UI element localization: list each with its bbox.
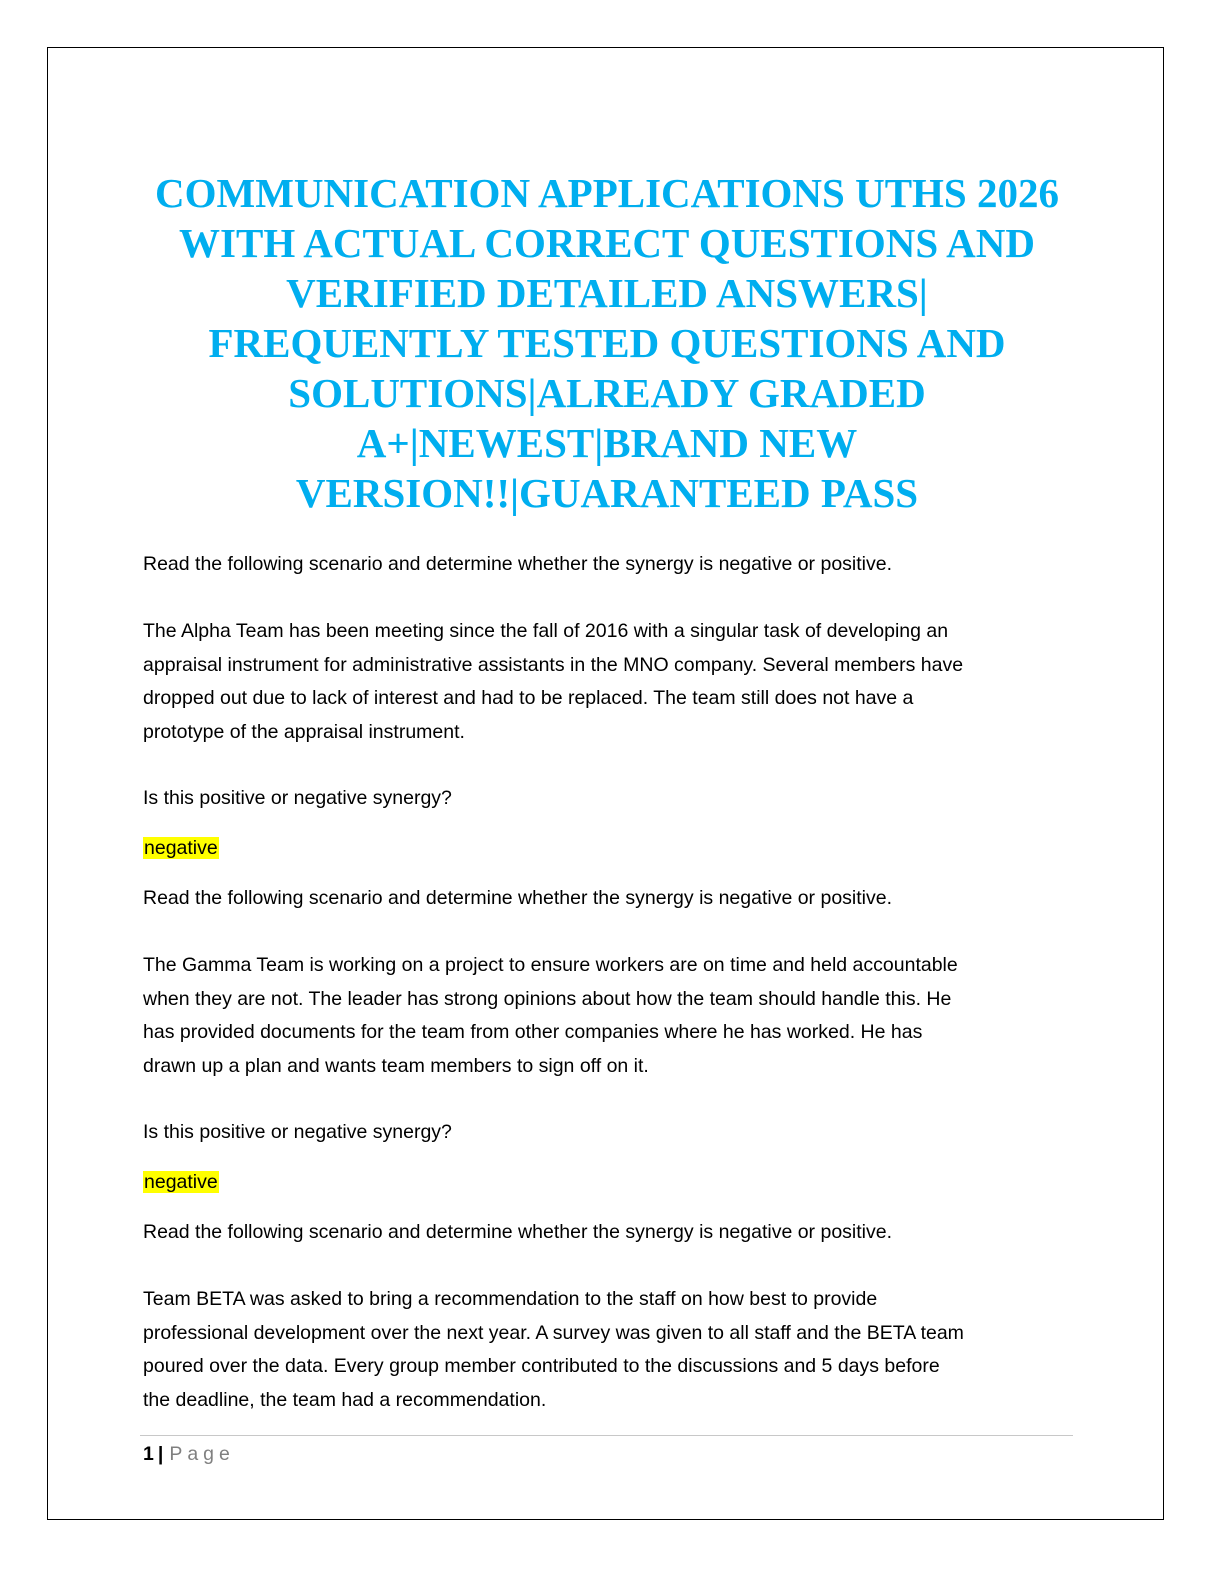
footer-divider <box>140 1435 1073 1436</box>
scenario-line: drawn up a plan and wants team members to sign off on it. <box>143 1054 649 1077</box>
question-3-prompt: Read the following scenario and determine whether the synergy is negative or positive. <box>143 1221 893 1243</box>
page-footer <box>143 1441 235 1467</box>
question-2-scenario <box>143 949 1083 1083</box>
scenario-line: appraisal instrument for administrative assistants in the MNO company. Several members have <box>143 653 964 676</box>
scenario-line: the deadline, the team had a recommendation. <box>143 1388 547 1411</box>
question-1-prompt: Read the following scenario and determine whether the synergy is negative or positive. <box>143 553 893 575</box>
question-2-question: Is this positive or negative synergy? <box>143 1121 452 1143</box>
title-line: VERSION!!|GUARANTEED PASS <box>295 470 919 516</box>
question-1-scenario <box>143 615 1083 749</box>
scenario-line: prototype of the appraisal instrument. <box>143 720 465 743</box>
scenario-line: The Alpha Team has been meeting since the fall of 2016 with a singular task of developing an <box>143 620 949 642</box>
answer-highlight: negative <box>144 1171 218 1193</box>
scenario-line: dropped out due to lack of interest and had to be replaced. The team still does not have a <box>143 687 914 709</box>
title-line: VERIFIED DETAILED ANSWERS| <box>286 270 928 316</box>
title-line: A+|NEWEST|BRAND NEW <box>356 420 858 466</box>
scenario-line: has provided documents for the team from other companies where he has worked. He has <box>143 1021 923 1043</box>
scenario-line: The Gamma Team is working on a project to ensure workers are on time and held accountable <box>143 954 958 976</box>
page-number: 1 <box>143 1443 154 1465</box>
title-line: COMMUNICATION APPLICATIONS UTHS 2026 <box>155 170 1059 216</box>
title-line: FREQUENTLY TESTED QUESTIONS AND <box>208 320 1006 366</box>
title-line: SOLUTIONS|ALREADY GRADED <box>288 370 926 416</box>
question-1-answer <box>143 832 1083 866</box>
scenario-line: when they are not. The leader has strong opinions about how the team should handle this. He <box>143 987 952 1010</box>
question-2-answer <box>143 1166 1083 1200</box>
footer-separator: | <box>157 1443 164 1465</box>
question-3-scenario <box>143 1283 1083 1417</box>
scenario-line: professional development over the next year. A survey was given to all staff and the BETA team <box>143 1321 964 1344</box>
scenario-line: Team BETA was asked to bring a recommendation to the staff on how best to provide <box>143 1288 878 1310</box>
document-title <box>120 168 1094 518</box>
scenario-line: poured over the data. Every group member contributed to the discussions and 5 days before <box>143 1355 940 1377</box>
question-2-prompt: Read the following scenario and determine whether the synergy is negative or positive. <box>143 887 893 909</box>
page-label: Page <box>169 1443 235 1465</box>
question-1-question: Is this positive or negative synergy? <box>143 787 452 809</box>
answer-highlight: negative <box>144 837 218 859</box>
title-line: WITH ACTUAL CORRECT QUESTIONS AND <box>179 220 1035 266</box>
